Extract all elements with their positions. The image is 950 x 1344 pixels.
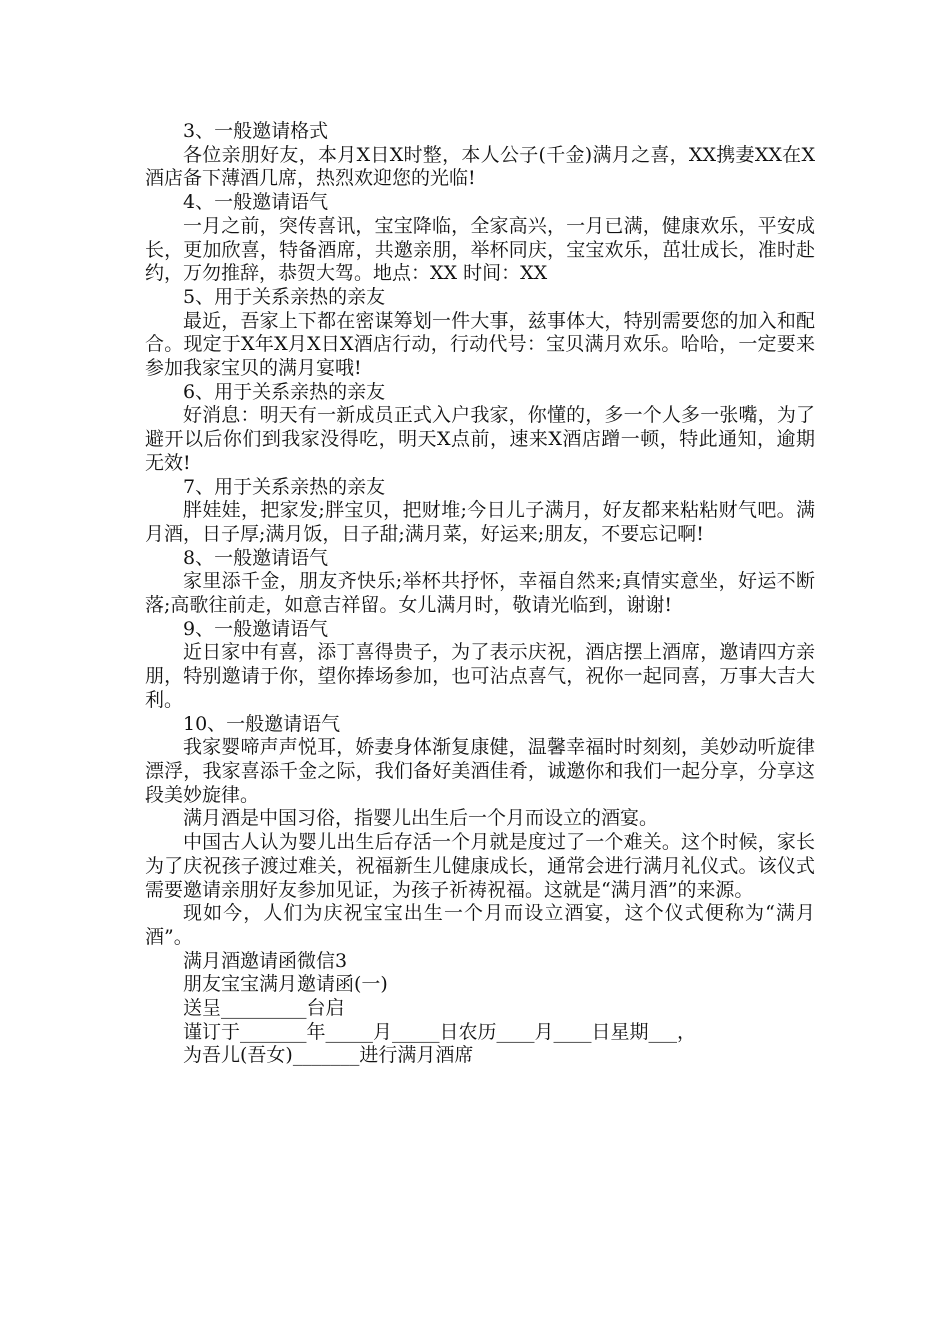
paragraph: 近日家中有喜，添丁喜得贵子，为了表示庆祝，酒店摆上酒席，邀请四方亲朋，特别邀请于你，望你捧场参加，也可沾点喜气，祝你一起同喜，万事大吉大利。 bbox=[145, 641, 815, 711]
section-heading-10: 10、一般邀请语气 bbox=[183, 712, 341, 735]
invitation-line: 送呈_________台启 bbox=[183, 997, 345, 1020]
paragraph: 家里添千金，朋友齐快乐;举杯共抒怀，幸福自然来;真情实意坐，好运不断落;高歌往前走，如意吉祥留。女儿满月时，敬请光临到，谢谢! bbox=[145, 570, 815, 617]
paragraph: 各位亲朋好友，本月X日X时整，本人公子(千金)满月之喜，XX携妻XX在X酒店备下薄酒几席，热烈欢迎您的光临! bbox=[145, 143, 815, 190]
paragraph: 一月之前，突传喜讯，宝宝降临，全家高兴，一月已满，健康欢乐，平安成长，更加欣喜，特备酒席，共邀亲朋，举杯同庆，宝宝欢乐，茁壮成长，准时赴约，万勿推辞，恭贺大驾。地点：XX 时间：XX bbox=[145, 214, 815, 285]
invitation-line: 谨订于_______年_____月_____日农历____月____日星期___， bbox=[183, 1020, 697, 1043]
document-body bbox=[145, 120, 815, 1068]
paragraph: 最近，吾家上下都在密谋筹划一件大事，兹事体大，特别需要您的加入和配合。现定于X年X月X日X酒店行动，行动代号：宝贝满月欢乐。哈哈，一定要来参加我家宝贝的满月宴哦! bbox=[145, 309, 815, 380]
paragraph: 胖娃娃，把家发;胖宝贝，把财堆;今日儿子满月，好友都来粘粘财气吧。满月酒，日子厚;满月饭，日子甜;满月菜，好运来;朋友，不要忘记啊! bbox=[145, 499, 815, 545]
paragraph: 现如今，人们为庆祝宝宝出生一个月而设立酒宴，这个仪式便称为“满月酒”。 bbox=[145, 902, 815, 948]
paragraph: 好消息：明天有一新成员正式入户我家，你懂的，多一个人多一张嘴，为了避开以后你们到我家没得吃，明天X点前，速来X酒店蹭一顿，特此通知，逾期无效! bbox=[145, 404, 815, 474]
paragraph: 满月酒是中国习俗，指婴儿出生后一个月而设立的酒宴。 bbox=[183, 807, 659, 830]
section-heading-8: 8、一般邀请语气 bbox=[183, 546, 329, 569]
invitation-line: 为吾儿(吾女)_______进行满月酒席 bbox=[183, 1044, 474, 1067]
section-heading-3: 3、一般邀请格式 bbox=[183, 120, 329, 142]
section-heading-4: 4、一般邀请语气 bbox=[183, 191, 329, 214]
section-heading-5: 5、用于关系亲热的亲友 bbox=[183, 285, 386, 308]
section-heading-7: 7、用于关系亲热的亲友 bbox=[183, 475, 386, 498]
invitation-title: 朋友宝宝满月邀请函(一) bbox=[183, 973, 388, 996]
paragraph: 我家婴啼声声悦耳，娇妻身体渐复康健，温馨幸福时时刻刻，美妙动听旋律漂浮，我家喜添千金之际，我们备好美酒佳肴，诚邀你和我们一起分享，分享这段美妙旋律。 bbox=[145, 736, 815, 806]
section-heading-9: 9、一般邀请语气 bbox=[183, 617, 329, 640]
section-title: 满月酒邀请函微信3 bbox=[183, 949, 348, 972]
section-heading-6: 6、用于关系亲热的亲友 bbox=[183, 380, 386, 403]
paragraph: 中国古人认为婴儿出生后存活一个月就是度过了一个难关。这个时候，家长为了庆祝孩子渡过难关，祝福新生儿健康成长，通常会进行满月礼仪式。该仪式需要邀请亲朋好友参加见证，为孩子祈祷祝福。这就是“满月酒”的来源。 bbox=[145, 831, 815, 901]
